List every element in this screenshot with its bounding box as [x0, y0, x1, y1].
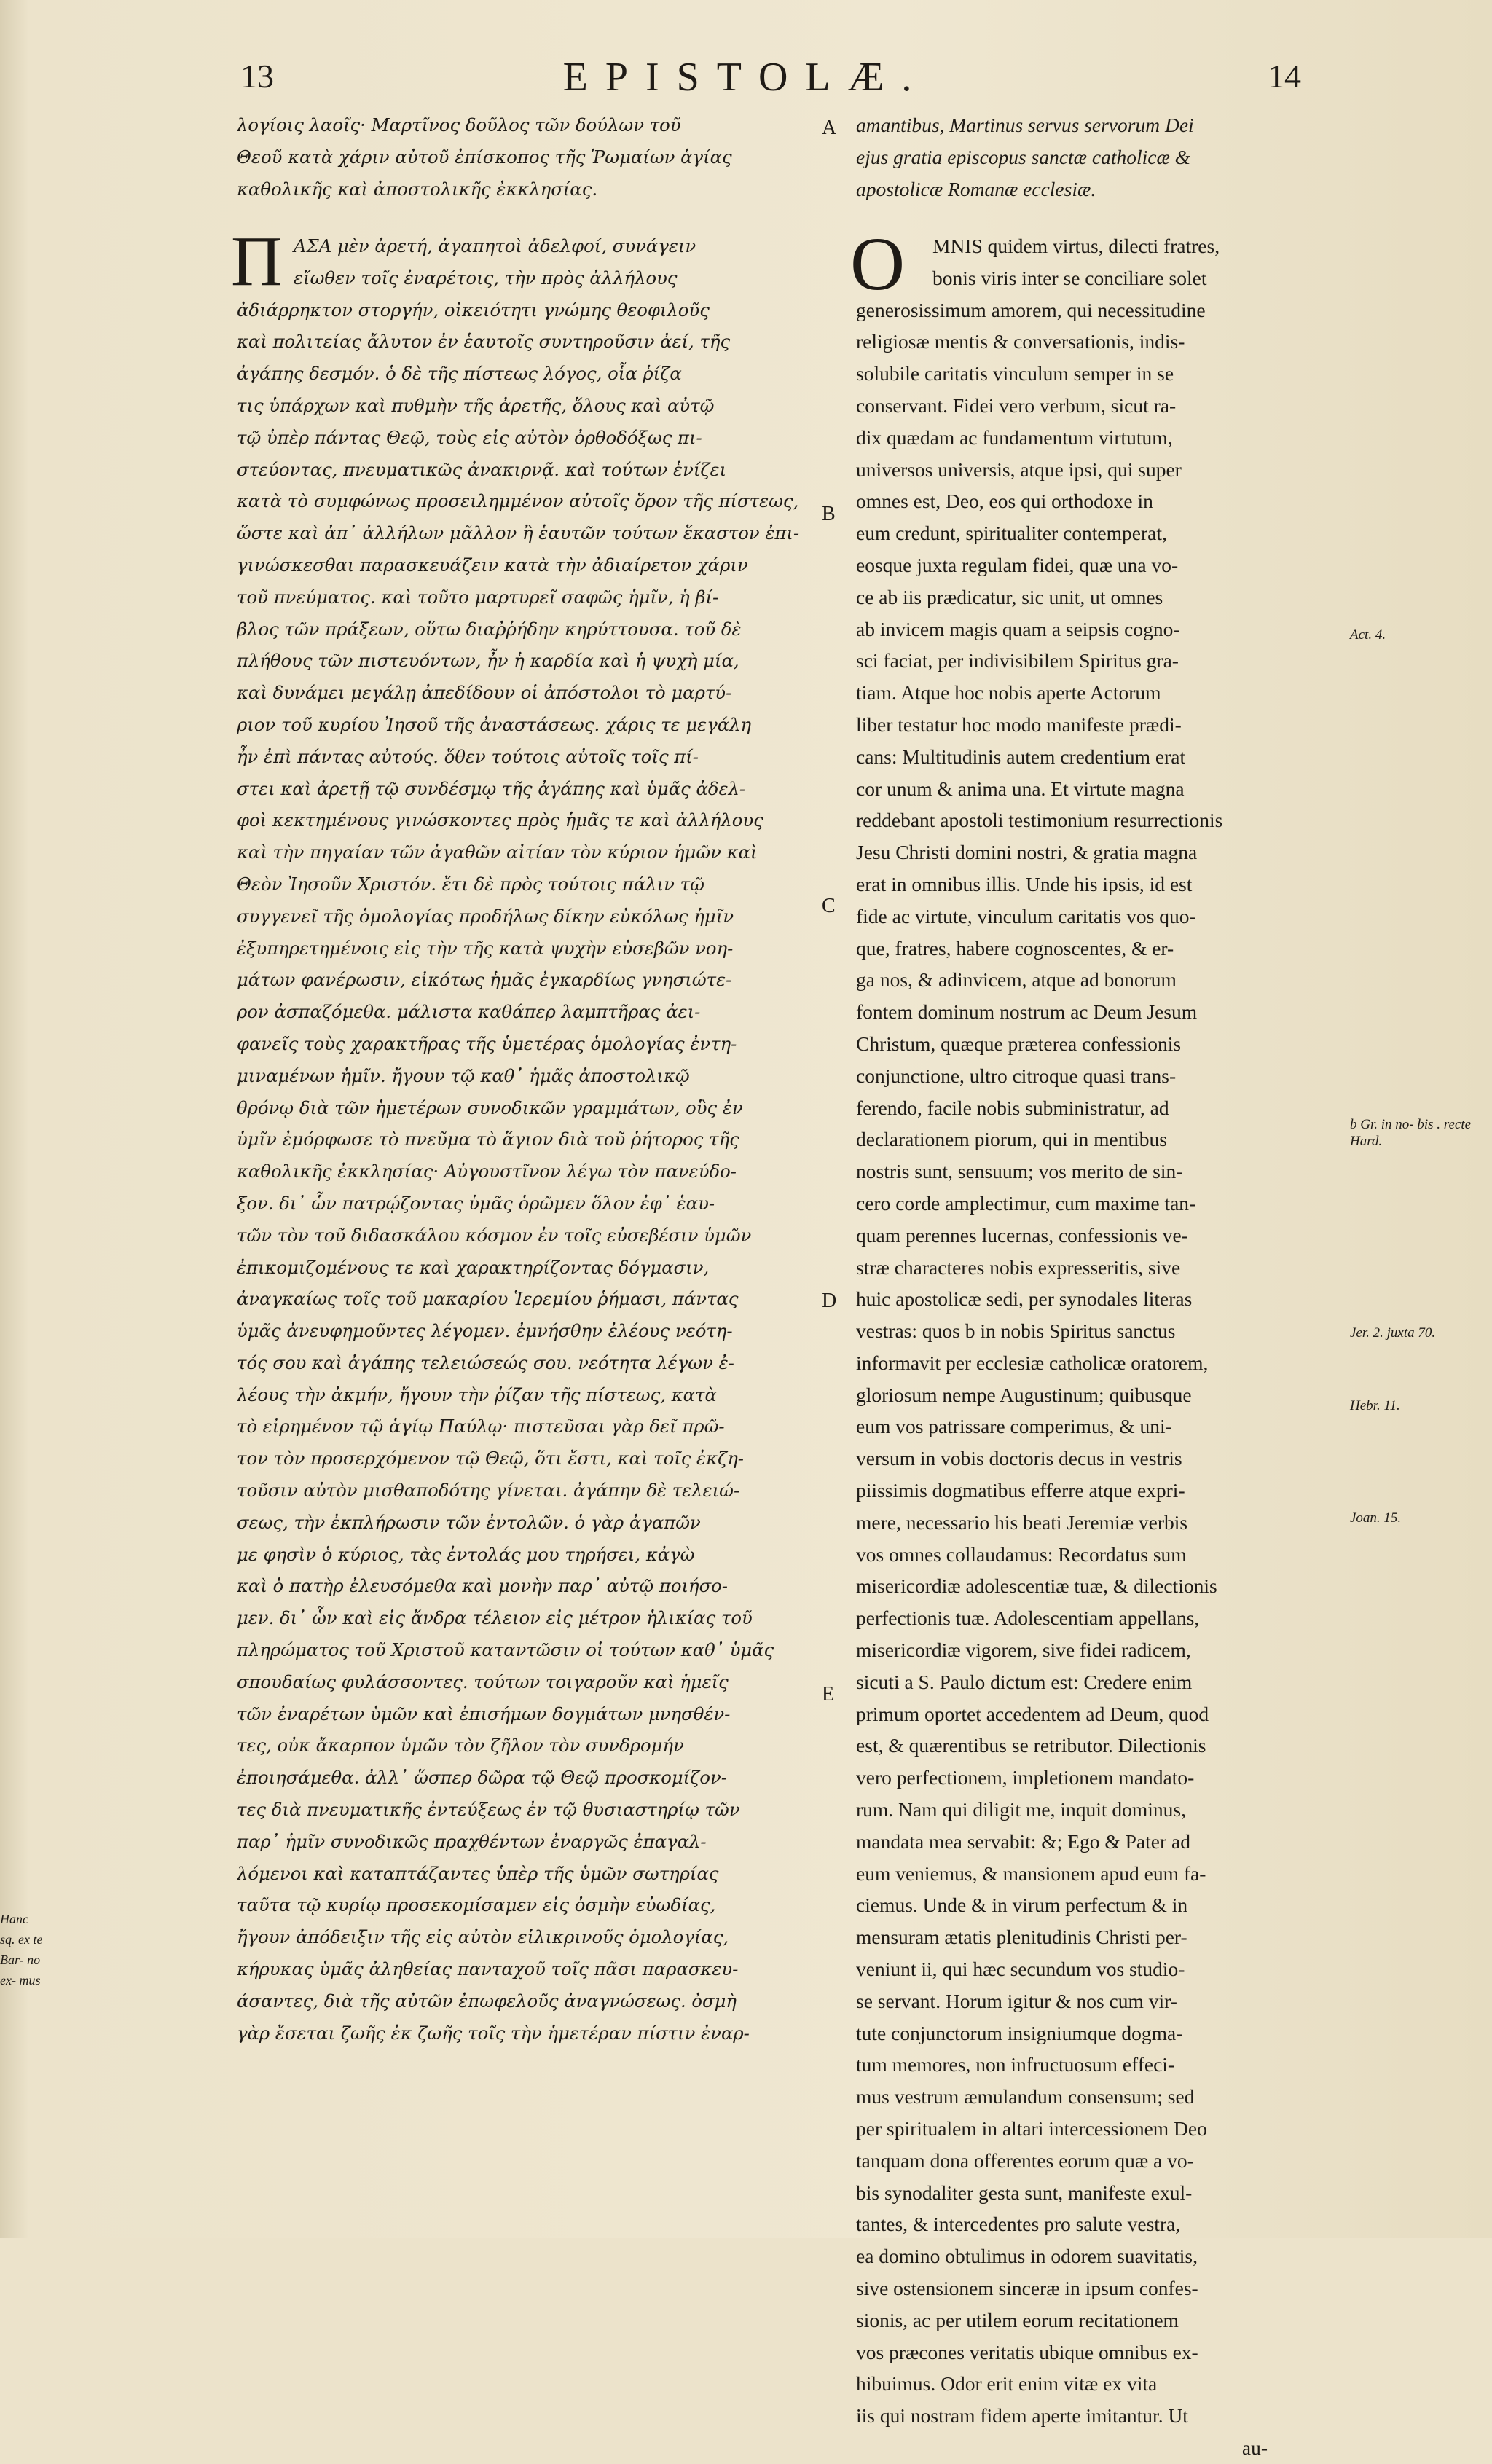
latin-text-line: rum. Nam qui diligit me, inquit dominus,	[856, 1798, 1186, 1821]
page-number-right: 14	[1268, 58, 1301, 95]
latin-heading	[856, 109, 1340, 204]
latin-text-line: ea domino obtulimus in odorem suavitatis,	[856, 2245, 1198, 2268]
greek-text-line: μεν. δι᾽ ὧν καὶ εἰς ἄνδρα τέλειον εἰς μέτρον ἡλικίας τοῦ	[237, 1607, 753, 1629]
latin-text-line: huic apostolicæ sedi, per synodales literas	[856, 1287, 1193, 1311]
greek-column	[231, 109, 849, 2049]
latin-text-line: bis synodaliter gesta sunt, manifeste exul-	[856, 2181, 1193, 2204]
latin-text-line: tute conjunctorum insigniumque dogma-	[856, 2021, 1183, 2044]
greek-heading	[237, 109, 849, 204]
greek-text-line: ἤγουν ἀπόδειξιν τῆς εἰς αὐτὸν εἰλικρινοῦς ὁμολογίας,	[237, 1926, 729, 1948]
latin-text-line: ab invicem magis quam a seipsis cogno-	[856, 617, 1180, 640]
greek-text-line: ὑμῖν ἐμόρφωσε τὸ πνεῦμα τὸ ἅγιον διὰ τοῦ ῥήτορος τῆς	[237, 1129, 739, 1150]
greek-text-line: εἴωθεν τοῖς ἐναρέτοις, τὴν πρὸς ἀλλήλους	[294, 267, 678, 289]
latin-text-line: est, & quærentibus se retributor. Dilectionis	[856, 1734, 1206, 1757]
latin-text-line: gloriosum nempe Augustinum; quibusque	[856, 1383, 1192, 1406]
latin-text-line: declarationem piorum, qui in mentibus	[856, 1128, 1167, 1151]
greek-text-line: Θεὸν Ἰησοῦν Χριστόν. ἔτι δὲ πρὸς τούτοις πάλιν τῷ	[237, 873, 704, 895]
greek-text-line: καὶ ὁ πατὴρ ἐλευσόμεθα καὶ μονὴν παρ᾽ αὐτῷ ποιήσο-	[237, 1575, 728, 1597]
latin-text-line: tantes, & intercedentes pro salute vestra,	[856, 2213, 1181, 2236]
greek-text-line: ἐπικομιζομένους τε καὶ χαρακτηρίζοντας δόγμασιν,	[237, 1256, 710, 1278]
latin-text-line: sci faciat, per indivisibilem Spiritus gra-	[856, 649, 1179, 672]
catchword: au-	[1241, 2436, 1268, 2459]
latin-text-line: hibuimus. Odor erit enim vitæ ex vita	[856, 2372, 1158, 2396]
latin-heading-line: ejus gratia episcopus sanctæ catholicæ &	[856, 145, 1191, 168]
latin-text-line: bonis viris inter se conciliare solet	[932, 266, 1207, 289]
latin-text-line: eum credunt, spiritualiter contemperat,	[856, 522, 1167, 545]
latin-text-line: tanquam dona offerentes eorum quæ a vo-	[856, 2149, 1194, 2172]
greek-text-line: τὸ εἰρημένον τῷ ἁγίῳ Παύλῳ· πιστεῦσαι γὰρ δεῖ πρῶ-	[237, 1416, 725, 1437]
greek-text-line: μάτων φανέρωσιν, εἰκότως ἡμᾶς ἐγκαρδίως γνησιώτε-	[237, 969, 732, 991]
latin-text-line: ferendo, facile nobis subministratur, ad	[856, 1096, 1169, 1119]
latin-text-line: vestras: quos b in nobis Spiritus sanctus	[856, 1319, 1176, 1343]
latin-body	[850, 222, 1340, 2432]
latin-text-line: fide ac virtute, vinculum caritatis vos quo-	[856, 904, 1196, 927]
margin-note-jeremiah: Jer. 2. juxta 70.	[1350, 1325, 1436, 1341]
latin-text-line: se servant. Horum igitur & nos cum vir-	[856, 1989, 1177, 2012]
greek-text-line: ὥστε καὶ ἀπ᾽ ἀλλήλων μᾶλλον ἢ ἑαυτῶν τούτων ἕκαστον ἐπι-	[237, 522, 800, 544]
latin-text-line: mus vestrum æmulandum consensum; sed	[856, 2085, 1195, 2108]
section-letter-c: C	[822, 895, 836, 917]
latin-column	[850, 109, 1340, 2464]
greek-text-line: στεύοντας, πνευματικῶς ἀνακιρνᾷ. καὶ τούτων ἑνίζει	[237, 458, 727, 480]
latin-text-line: cans: Multitudinis autem credentium erat	[856, 745, 1186, 768]
greek-text-line: κήρυκας ὑμᾶς ἀληθείας πανταχοῦ τοῖς πᾶσι παρασκευ-	[237, 1958, 739, 1980]
latin-text-line: solubile caritatis vinculum semper in se	[856, 362, 1174, 385]
latin-text-line: informavit per ecclesiæ catholicæ oratorem,	[856, 1351, 1209, 1374]
latin-text-line: eosque juxta regulam fidei, quæ una vo-	[856, 553, 1179, 576]
latin-text-line: Christum, quæque præterea confessionis	[856, 1032, 1182, 1055]
latin-text-line: que, fratres, habere cognoscentes, & er-	[856, 936, 1174, 960]
latin-text-line: ciemus. Unde & in virum perfectum & in	[856, 1894, 1188, 1917]
latin-text-line: primum oportet accedentem ad Deum, quod	[856, 1702, 1209, 1725]
latin-text-line: eum vos patrissare comperimus, & uni-	[856, 1415, 1172, 1438]
latin-text-line: mere, necessario his beati Jeremiæ verbis	[856, 1510, 1188, 1534]
greek-text-line: παρ᾽ ἡμῖν συνοδικῶς πραχθέντων ἐναργῶς ἐπαγαλ-	[237, 1830, 707, 1852]
latin-text-line: Jesu Christi domini nostri, & gratia magna	[856, 841, 1198, 864]
latin-text-line: generosissimum amorem, qui necessitudine	[856, 298, 1206, 321]
greek-text-line: τός σου καὶ ἀγάπης τελειώσεώς σου. νεότητα λέγων ἐ-	[237, 1351, 734, 1373]
greek-text-line: τες, οὐκ ἄκαρπον ὑμῶν τὸν ζῆλον τὸν συνδρομήν	[237, 1735, 684, 1757]
latin-text-line: universos universis, atque ipsi, qui super	[856, 458, 1182, 481]
greek-text-line: πληρώματος τοῦ Χριστοῦ καταντῶσιν οἱ τούτων καθ᾽ ὑμᾶς	[237, 1639, 774, 1661]
section-letter-e: E	[822, 1683, 835, 1706]
latin-text-line: tiam. Atque hoc nobis aperte Actorum	[856, 681, 1161, 705]
margin-note-variant: b Gr. in no- bis . recte Hard.	[1350, 1117, 1472, 1149]
latin-dropcap: O	[850, 222, 906, 306]
latin-text-line: erat in omnibus illis. Unde his ipsis, id est	[856, 872, 1193, 895]
greek-text-line: με φησὶν ὁ κύριος, τὰς ἐντολάς μου τηρήσει, κἀγὼ	[237, 1543, 695, 1565]
greek-text-line: ξον. δι᾽ ὧν πατρῴζοντας ὑμᾶς ὁρῶμεν ὅλον ἐφ᾽ ἑαυ-	[237, 1192, 715, 1214]
greek-text-line: καὶ τὴν πηγαίαν τῶν ἀγαθῶν αἰτίαν τὸν κύριον ἡμῶν καὶ	[237, 841, 758, 863]
greek-text-line: τοῦσιν αὐτὸν μισθαποδότης γίνεται. ἀγάπην δὲ τελειώ-	[237, 1480, 740, 1502]
latin-text-line: sionis, ac per utilem eorum recitationem	[856, 2308, 1179, 2331]
latin-text-line: conservant. Fidei vero verbum, sicut ra-	[856, 393, 1177, 417]
greek-text-line: τον τὸν προσερχόμενον τῷ Θεῷ, ὅτι ἔστι, καὶ τοῖς ἐκζη-	[237, 1448, 744, 1470]
section-letter-a: A	[822, 117, 837, 139]
greek-text-line: ὑμᾶς ἀνευφημοῦντες λέγομεν. ἐμνήσθην ἐλέους νεότη-	[237, 1320, 733, 1342]
greek-text-line: ριον τοῦ κυρίου Ἰησοῦ τῆς ἀναστάσεως. χάρις τε μεγάλη	[237, 713, 752, 735]
latin-text-line: stræ characteres nobis expresseritis, sive	[856, 1255, 1181, 1279]
greek-text-line: ρον ἀσπαζόμεθα. μάλιστα καθάπερ λαμπτῆρας ἀει-	[237, 1001, 701, 1023]
greek-text-line: καὶ πολιτείας ἄλυτον ἐν ἑαυτοῖς συντηροῦσιν ἀεί, τῆς	[237, 331, 731, 353]
latin-text-line: ga nos, & adinvicem, atque ad bonorum	[856, 968, 1177, 992]
latin-text-line: iis qui nostram fidem aperte imitantur. Ut	[856, 2404, 1188, 2428]
latin-text-line: piissimis dogmatibus efferre atque expri-	[856, 1479, 1185, 1502]
page-number-left: 13	[240, 58, 274, 95]
margin-note-acts: Act. 4.	[1350, 627, 1386, 643]
greek-dropcap: Π	[231, 222, 283, 301]
greek-text-line: άσαντες, διὰ τῆς αὐτῶν ἐπωφελοῦς ἀναγνώσεως. ὀσμὴ	[237, 1990, 737, 2012]
latin-text-line: misericordiæ adolescentiæ tuæ, & dilectionis	[856, 1574, 1217, 1598]
latin-text-line: cero corde amplectimur, cum maxime tan-	[856, 1191, 1196, 1215]
latin-text-line: dix quædam ac fundamentum virtutum,	[856, 425, 1173, 449]
greek-text-line: σπουδαίως φυλάσσοντες. τούτων τοιγαροῦν καὶ ἡμεῖς	[237, 1671, 729, 1692]
margin-note-hebrews: Hebr. 11.	[1350, 1398, 1400, 1413]
latin-text-line: ce ab iis prædicatur, sic unit, ut omnes	[856, 585, 1163, 608]
latin-text-line: vos omnes collaudamus: Recordatus sum	[856, 1542, 1187, 1566]
greek-text-line: τῶν τὸν τοῦ διδασκάλου κόσμον ἐν τοῖς εὐσεβέσιν ὑμῶν	[237, 1224, 752, 1246]
latin-text-line: perfectionis tuæ. Adolescentiam appellans,	[856, 1606, 1200, 1630]
latin-text-line: religiosæ mentis & conversationis, indis-	[856, 330, 1185, 353]
greek-text-line: ἐξυπηρετημένοις εἰς τὴν τῆς κατὰ ψυχὴν εὐσεβῶν νοη-	[237, 937, 734, 959]
latin-text-line: sive ostensionem sinceræ in ipsum confes-	[856, 2277, 1198, 2299]
latin-text-line: mensuram ætatis plenitudinis Christi per-	[856, 1926, 1187, 1949]
latin-heading-line: apostolicæ Romanæ ecclesiæ.	[856, 177, 1096, 200]
latin-text-line: vos præcones veritatis ubique omnibus ex-	[856, 2340, 1198, 2363]
greek-text-line: γινώσκεσθαι παρασκευάζειν κατὰ τὴν ἀδιαίρετον χάριν	[237, 554, 748, 576]
greek-text-line: καθολικῆς ἐκκλησίας· Αὐγουστῖνον λέγω τὸν πανεύδο-	[237, 1161, 737, 1182]
latin-text-line: quam perennes lucernas, confessionis ve-	[856, 1223, 1188, 1247]
greek-text-line: τῷ ὑπὲρ πάντας Θεῷ, τοὺς εἰς αὐτὸν ὀρθοδόξως πι-	[237, 426, 702, 448]
latin-text-line: tum memores, non infructuosum effeci-	[856, 2053, 1175, 2076]
greek-text-line: θρόνῳ διὰ τῶν ἡμετέρων συνοδικῶν γραμμάτων, οὓς ἐν	[237, 1096, 743, 1118]
greek-text-line: σεως, τὴν ἐκπλήρωσιν τῶν ἐντολῶν. ὁ γὰρ ἀγαπῶν	[237, 1511, 701, 1533]
latin-text-line: misericordiæ vigorem, sive fidei radicem,	[856, 1639, 1191, 1662]
latin-text-line: conjunctione, ultro citroque quasi trans-	[856, 1064, 1177, 1087]
latin-text-line: versum in vobis doctoris decus in vestris	[856, 1447, 1182, 1470]
greek-text-line: ἀγάπης δεσμόν. ὁ δὲ τῆς πίστεως λόγος, οἷα ῥίζα	[237, 363, 682, 385]
latin-text-line: reddebant apostoli testimonium resurrectionis	[856, 809, 1223, 832]
margin-note-john: Joan. 15.	[1350, 1510, 1402, 1526]
left-margin-note: Hanc sq. ex te Bar- no ex- mus	[0, 1912, 43, 1988]
section-letter-d: D	[822, 1290, 837, 1312]
latin-text-line: mandata mea servabit: &; Ego & Pater ad	[856, 1829, 1190, 1853]
greek-text-line: τες διὰ πνευματικῆς ἐντεύξεως ἐν τῷ θυσιαστηρίῳ τῶν	[237, 1799, 740, 1821]
latin-text-line: omnes est, Deo, eos qui orthodoxe in	[856, 490, 1153, 513]
greek-text-line: φοὶ κεκτημένους γινώσκοντες πρὸς ἡμᾶς τε καὶ ἀλλήλους	[237, 809, 763, 831]
latin-text-line: eum veniemus, & mansionem apud eum fa-	[856, 1861, 1206, 1885]
greek-body	[231, 222, 849, 2049]
greek-text-line: πλήθους τῶν πιστευόντων, ἦν ἡ καρδία καὶ ἡ ψυχὴ μία,	[237, 650, 739, 672]
greek-text-line: ἀναγκαίως τοῖς τοῦ μακαρίου Ἱερεμίου ῥήμασι, πάντας	[237, 1288, 739, 1310]
latin-text-line: per spiritualem in altari intercessionem Deo	[856, 2117, 1207, 2141]
greek-text-line: ἀδιάρρηκτον στοργήν, οἰκειότητι γνώμης θεοφιλοῦς	[237, 299, 710, 321]
greek-text-line: συγγενεῖ τῆς ὁμολογίας προδήλως δίκην εὐκόλως ἡμῖν	[237, 905, 734, 927]
greek-text-line: κατὰ τὸ συμφώνως προσειλημμένον αὐτοῖς ὅρον τῆς πίστεως,	[237, 490, 799, 512]
greek-text-line: γὰρ ἔσεται ζωῆς ἐκ ζωῆς τοῖς τὴν ἡμετέραν πίστιν ἐναρ-	[237, 2022, 750, 2044]
greek-text-line: καὶ δυνάμει μεγάλῃ ἀπεδίδουν οἱ ἀπόστολοι τὸ μαρτύ-	[237, 682, 732, 704]
latin-text-line: nostris sunt, sensuum; vos merito de sin-	[856, 1160, 1183, 1183]
greek-text-line: ΑΣΑ μὲν ἀρετή, ἀγαπητοὶ ἀδελφοί, συνάγειν	[294, 235, 696, 256]
greek-text-line: ταῦτα τῷ κυρίῳ προσεκομίσαμεν εἰς ὀσμὴν εὐωδίας,	[237, 1894, 716, 1916]
latin-text-line: sicuti a S. Paulo dictum est: Credere enim	[856, 1670, 1193, 1693]
greek-heading-line: καθολικῆς καὶ ἀποστολικῆς ἐκκλησίας.	[237, 178, 598, 200]
greek-text-line: ἐποιησάμεθα. ἀλλ᾽ ὥσπερ δῶρα τῷ Θεῷ προσκομίζον-	[237, 1767, 727, 1789]
latin-heading-line: amantibus, Martinus servus servorum Dei	[856, 114, 1194, 136]
greek-text-line: μιναμένων ἡμῖν. ἤγουν τῷ καθ᾽ ἡμᾶς ἀποστολικῷ	[237, 1064, 690, 1086]
section-letter-b: B	[822, 503, 836, 525]
greek-text-line: τῶν ἐναρέτων ὑμῶν καὶ ἐπισήμων δογμάτων μνησθέν-	[237, 1703, 731, 1725]
greek-heading-line: λογίοις λαοῖς· Μαρτῖνος δοῦλος τῶν δούλων τοῦ	[237, 114, 681, 136]
latin-text-line: liber testatur hoc modo manifeste prædi-	[856, 713, 1182, 736]
greek-text-line: βλος τῶν πράξεων, οὕτω διαῤῥήδην κηρύττουσα. τοῦ δὲ	[237, 618, 742, 640]
greek-text-line: λέους τὴν ἀκμήν, ἤγουν τὴν ῥίζαν τῆς πίστεως, κατὰ	[237, 1384, 717, 1405]
greek-heading-line: Θεοῦ κατὰ χάριν αὐτοῦ ἐπίσκοπος τῆς Ῥωμαίων ἁγίας	[237, 146, 732, 168]
greek-text-line: στει καὶ ἀρετῇ τῷ συνδέσμῳ τῆς ἀγάπης καὶ ὑμᾶς ἀδελ-	[237, 777, 746, 799]
greek-text-line: τοῦ πνεύματος. καὶ τοῦτο μαρτυρεῖ σαφῶς ἡμῖν, ἡ βί-	[237, 586, 719, 608]
latin-text-line: veniunt ii, qui hæc secundum vos studio-	[856, 1958, 1185, 1981]
greek-text-line: φανεῖς τοὺς χαρακτῆρας τῆς ὑμετέρας ὁμολογίας ἐντη-	[237, 1032, 737, 1054]
greek-text-line: τις ὑπάρχων καὶ πυθμὴν τῆς ἀρετῆς, ὅλους καὶ αὐτῷ	[237, 394, 715, 416]
latin-text-line: vero perfectionem, impletionem mandato-	[856, 1766, 1195, 1789]
greek-text-line: ἦν ἐπὶ πάντας αὐτούς. ὅθεν τούτοις αὐτοῖς τοῖς πί-	[237, 745, 699, 767]
latin-text-line: cor unum & anima una. Et virtute magna	[856, 777, 1185, 800]
latin-text-line: MNIS quidem virtus, dilecti fratres,	[932, 235, 1220, 257]
latin-text-line: fontem dominum nostrum ac Deum Jesum	[856, 1000, 1198, 1024]
running-title: EPISTOLÆ.	[562, 55, 930, 100]
greek-text-line: λόμενοι καὶ καταπτάζαντες ὑπὲρ τῆς ὑμῶν σωτηρίας	[237, 1862, 719, 1884]
